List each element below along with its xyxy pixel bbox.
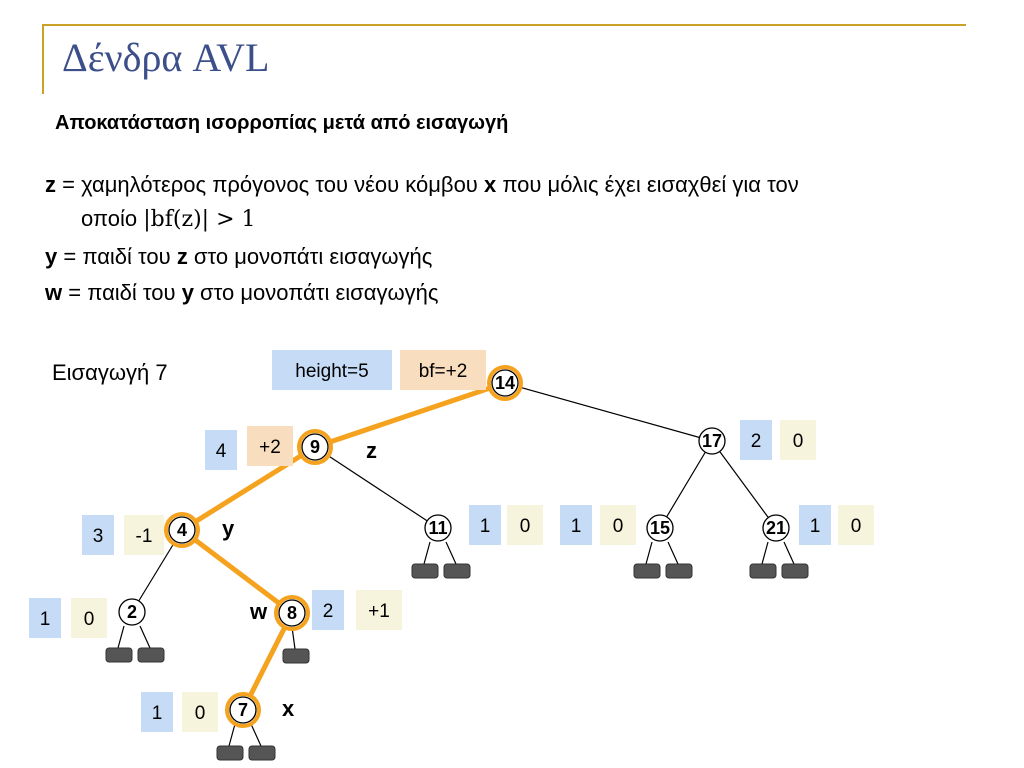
leaf-n15-0 (634, 564, 660, 578)
slide-title: Δένδρα AVL (62, 35, 270, 80)
leaf-edge-n15-0 (646, 542, 652, 564)
leaf-edge-n11-0 (424, 542, 430, 564)
bf-label-14-text: bf=+2 (418, 361, 468, 382)
height-label-8-text: 2 (322, 601, 334, 622)
slide-subtitle: Αποκατάσταση ισορροπίας μετά από εισαγωγή (55, 112, 509, 134)
leaf-edge-n2-0 (118, 626, 124, 648)
definition-z-var: z (45, 172, 56, 197)
height-label-17-text: 2 (750, 431, 762, 452)
tree-edge-n4-n8 (182, 530, 292, 613)
tree-node-9-key: 9 (309, 437, 321, 457)
definition-y-text: = παιδί του (57, 244, 177, 269)
leaf-n11-0 (412, 564, 438, 578)
tree-node-2-key: 2 (126, 602, 138, 622)
definition-z-var2: x (483, 172, 497, 197)
definition-y-text-after: στο μονοπάτι εισαγωγής (187, 244, 433, 269)
tree-node-8-key: 8 (286, 603, 298, 623)
definition-w-var: w (45, 280, 63, 305)
definition-z-text-after: που μόλις έχει εισαχθεί για τον (496, 172, 799, 197)
definition-w-text: = παιδί του (62, 280, 182, 305)
bf-label-2-text: 0 (83, 609, 95, 630)
leaf-n2-0 (106, 648, 132, 662)
tree-node-4-key: 4 (176, 520, 188, 540)
height-label-9-text: 4 (215, 441, 227, 462)
leaf-edge-n21-1 (784, 542, 794, 564)
leaf-edge-n7-0 (229, 724, 235, 746)
definition-y-var: y (45, 244, 58, 269)
leaf-n21-1 (782, 564, 808, 578)
bf-label-17-text: 0 (792, 431, 804, 452)
definition-z-math: |bf(z)| > 1 (143, 207, 256, 232)
definition-z-line2-text: οποίο (81, 206, 144, 231)
leaf-edge-n21-0 (762, 542, 768, 564)
tree-node-14-key: 14 (494, 373, 516, 393)
height-label-15-text: 1 (570, 516, 582, 537)
leaf-edge-n7-1 (251, 724, 261, 746)
leaf-n21-0 (750, 564, 776, 578)
leaf-edge-n2-1 (140, 626, 150, 648)
tree-node-11-key: 11 (428, 518, 448, 538)
tree-edge-n17-n15 (660, 441, 712, 528)
tree-edge-n14-n9 (315, 383, 505, 447)
definition-w-text-after: στο μονοπάτι εισαγωγής (193, 280, 439, 305)
leaf-n15-1 (666, 564, 692, 578)
tree-node-15-key: 15 (649, 518, 671, 538)
bf-label-4-text: -1 (135, 526, 153, 547)
bf-label-8-text: +1 (368, 601, 390, 622)
leaf-n2-1 (138, 648, 164, 662)
definition-z-text: = χαμηλότερος πρόγονος του νέου κόμβου (56, 172, 484, 197)
bf-label-21-text: 0 (850, 516, 862, 537)
role-label-y: y (222, 516, 235, 541)
leaf-n8-0 (283, 649, 309, 663)
height-label-21-text: 1 (809, 516, 821, 537)
bf-label-7-text: 0 (194, 703, 206, 724)
role-label-x: x (282, 696, 295, 721)
example-label: Εισαγωγή 7 (52, 360, 168, 385)
definition-y-var2: z (176, 244, 188, 269)
tree-node-7-key: 7 (237, 700, 249, 720)
bf-label-11-text: 0 (519, 516, 531, 537)
bf-label-15-text: 0 (612, 516, 624, 537)
tree-node-21-key: 21 (765, 518, 787, 538)
leaf-edge-n15-1 (668, 542, 678, 564)
tree-edge-n14-n17 (505, 383, 712, 441)
leaf-n7-0 (217, 746, 243, 760)
role-label-z: z (366, 438, 377, 463)
leaf-edge-n11-1 (446, 542, 456, 564)
height-label-14-text: height=5 (295, 361, 369, 382)
height-label-2-text: 1 (39, 609, 51, 630)
leaf-n7-1 (249, 746, 275, 760)
height-label-4-text: 3 (92, 526, 104, 547)
leaf-n11-1 (444, 564, 470, 578)
definition-w-var2: y (181, 280, 194, 305)
bf-label-9-text: +2 (259, 437, 281, 458)
tree-node-17-key: 17 (701, 431, 723, 451)
height-label-11-text: 1 (479, 516, 491, 537)
height-label-7-text: 1 (151, 703, 163, 724)
role-label-w: w (250, 599, 268, 624)
